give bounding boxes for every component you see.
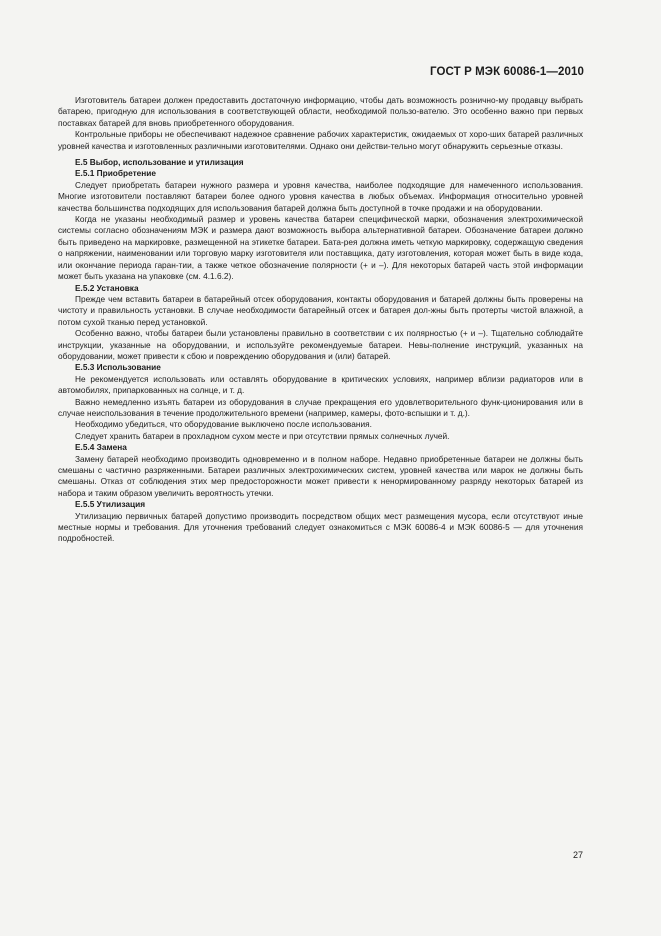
paragraph: Особенно важно, чтобы батареи были установлены правильно в соответствии с их полярностью (+ и –). Тщательно соблюдайте инструкции, указанные на оборудовании, и используйте рекомендуемые батареи. Невы-полнение инструкций, указанных на оборудовании, может привести к сбою и повреждению оборудования и (или) батарей. [58, 328, 583, 361]
paragraph: Контрольные приборы не обеспечивают надежное сравнение рабочих характеристик, ожидаемых от хоро-ших батарей различных уровней качества и изготовленных различными изготовителями. Однако они действи-тельно могут обнаружить серьезные отказы. [58, 129, 583, 151]
paragraph: Следует приобретать батареи нужного размера и уровня качества, наиболее подходящие для намеченного использования. Многие изготовители поставляют батареи более одного уровня качества в любых объемах. Информация относительно уровней качества большинства подходящих для использования батарей должна быть доступной в точке продажи и на оборудовании. [58, 179, 583, 213]
paragraph: Прежде чем вставить батареи в батарейный отсек оборудования, контакты оборудования и батарей должны быть проверены на чистоту и правильность установки. В случае необходимости батарейный отсек и батарея дол-жны быть протерты чистой влажной, а потом сухой тканью перед установкой. [58, 293, 583, 327]
paragraph: Замену батарей необходимо производить одновременно и в полном наборе. Недавно приобретенные батареи не должны быть смешаны с частично разряженными. Батареи различных электрохимических систем, уровней качества или марок не должны быть смешаны. Отказ от соблюдения этих мер предосторожности может привести к ненормированному разряду некоторых батарей из набора и таким образом увеличить вероятность утечки. [58, 453, 583, 498]
page-number: 27 [572, 850, 583, 860]
section-heading-e55: Е.5.5 Утилизация [75, 499, 146, 510]
paragraph: Утилизацию первичных батарей допустимо производить посредством общих мест размещения мусора, если отсутствуют иные местные нормы и требования. Для уточнения требований следует ознакомиться с МЭК 60086-4 и МЭК 60086-5 — для уточнения подробностей. [58, 510, 583, 544]
document-code-header: ГОСТ Р МЭК 60086-1—2010 [430, 66, 584, 78]
section-heading-e53: Е.5.3 Использование [75, 362, 161, 373]
paragraph: Когда не указаны необходимый размер и уровень качества батареи специфической марки, обозначения электрохимической системы согласно обозначениям МЭК и размера дают возможность выбора альтернативной батареи. Обозначение батареи должно быть приведено на маркировке, размещенной на этикетке батареи. Бата-рея должна иметь четкую маркировку, содержащую сведения о напряжении, наименовании или торговую марку изготовителя или поставщика, дату изготовления, которая может быть в виде кода, или окончание периода гаран-тии, а также четкое обозначение полярности (+ и –). Для некоторых батарей часть этой информации может быть указана на упаковке (см. 4.1.6.2). [58, 214, 583, 282]
section-heading-e51: Е.5.1 Приобретение [75, 168, 156, 179]
document-body [58, 95, 583, 545]
section-heading-e54: Е.5.4 Замена [75, 442, 127, 453]
paragraph: Важно немедленно изъять батареи из оборудования в случае прекращения его удовлетворительного функ-ционирования или в случае неиспользования в течение продолжительного времени (например, камеры, фото-вспышки и т. д.). [58, 396, 583, 418]
section-heading-e5: Е.5 Выбор, использование и утилизация [75, 157, 244, 168]
paragraph: Не рекомендуется использовать или оставлять оборудование в критических условиях, например вблизи радиаторов или в автомобилях, припаркованных на солнце, и т. д. [58, 373, 583, 396]
paragraph: Необходимо убедиться, что оборудование выключено после использования. [75, 419, 372, 430]
paragraph: Изготовитель батареи должен предоставить достаточную информацию, чтобы дать возможность рознично-му продавцу выбрать батарею, пригодную для использования в соответствующей области, необходимой пользо-вателю. Это особенно важно при первых поставках батарей для вновь приобретенного оборудования. [58, 95, 583, 128]
paragraph: Следует хранить батареи в прохладном сухом месте и при отсутствии прямых солнечных лучей. [75, 430, 450, 441]
section-heading-e52: Е.5.2 Установка [75, 282, 139, 293]
